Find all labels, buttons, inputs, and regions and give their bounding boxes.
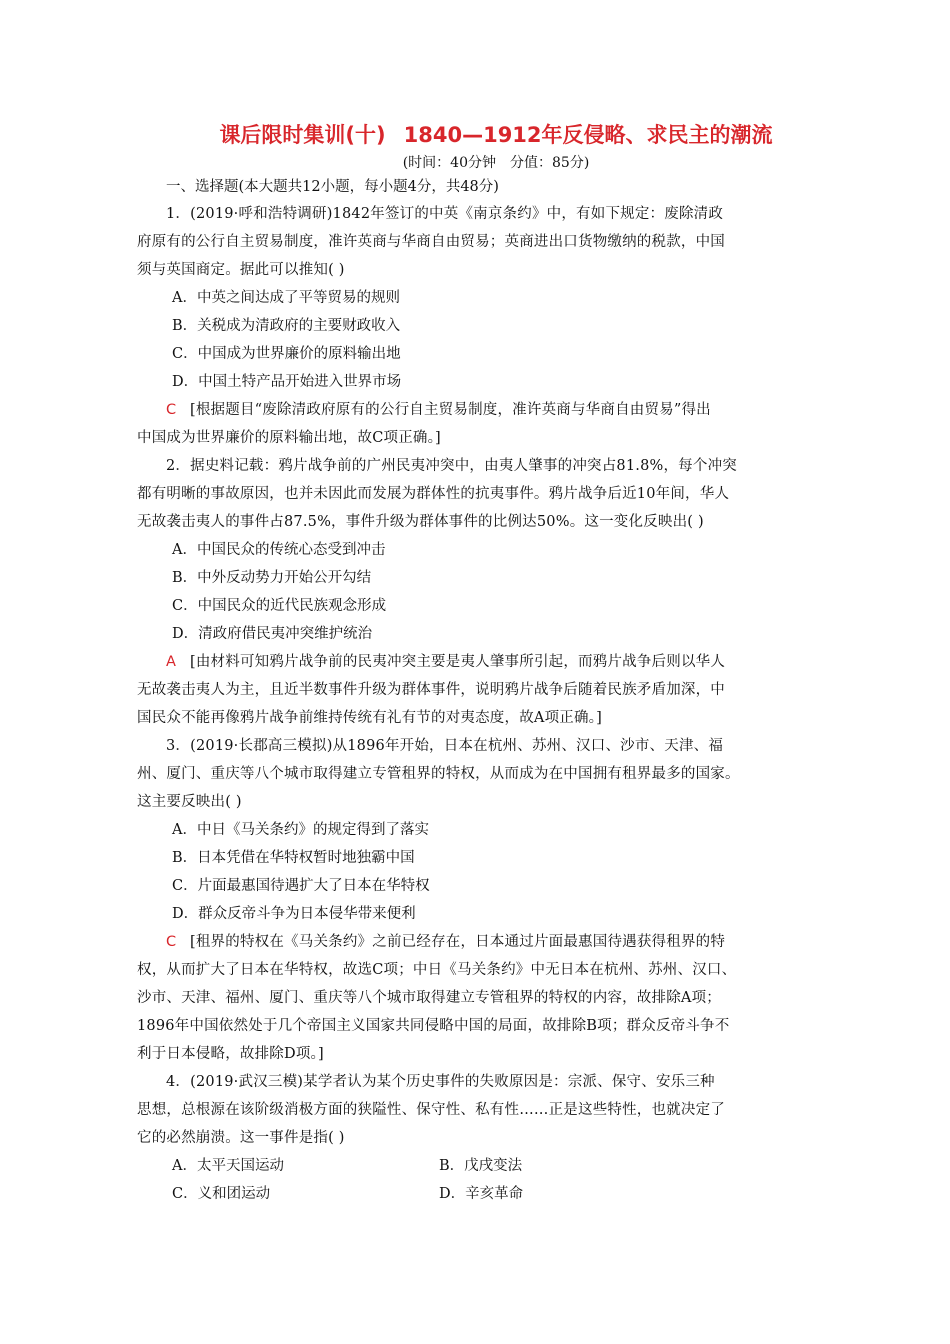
option-b[interactable]: B．戊戌变法 (439, 1158, 523, 1174)
option-c[interactable]: C．义和团运动 (172, 1186, 271, 1202)
question-stem-line: 须与英国商定。据此可以推知( ) (137, 262, 345, 278)
question-stem-line: 2．据史料记载：鸦片战争前的广州民夷冲突中，由夷人肇事的冲突占81.8%，每个冲突 (166, 458, 737, 474)
answer-letter: C (166, 934, 177, 950)
answer-analysis-line (137, 396, 827, 424)
answer-analysis-line: 权，从而扩大了日本在华特权，故选C项；中日《马关条约》中无日本在杭州、苏州、汉口、 (137, 962, 737, 978)
title-collection: 课后限时集训(十) (219, 123, 386, 147)
answer-analysis-line: 利于日本侵略，故排除D项。] (137, 1046, 324, 1062)
option-c[interactable]: C．中国成为世界廉价的原料输出地 (172, 346, 401, 362)
time-limit: (时间：40分钟 (402, 155, 496, 171)
answer-analysis-line: 无故袭击夷人为主，且近半数事件升级为群体事件，说明鸦片战争后随着民族矛盾加深，中 (137, 682, 725, 698)
answer-letter: C (166, 402, 177, 418)
section-heading: 一、选择题(本大题共12小题，每小题4分，共48分) (166, 179, 499, 195)
option-d[interactable]: D．中国土特产品开始进入世界市场 (172, 374, 402, 390)
answer-letter: A (166, 654, 177, 670)
option-d[interactable]: D．辛亥革命 (439, 1186, 524, 1202)
question-stem-line: 州、厦门、重庆等八个城市取得建立专管租界的特权，从而成为在中国拥有租界最多的国家。 (137, 766, 740, 782)
option-a[interactable]: A．中国民众的传统心态受到冲击 (172, 542, 386, 558)
question-3 (137, 732, 827, 1068)
question-stem-line: 无故袭击夷人的事件占87.5%，事件升级为群体事件的比例达50%。这一变化反映出( ) (137, 514, 704, 530)
question-stem-line: 它的必然崩溃。这一事件是指( ) (137, 1130, 345, 1146)
question-stem-line: 3．(2019·长郡高三模拟)从1896年开始，日本在杭州、苏州、汉口、沙市、天津、福 (166, 738, 724, 754)
answer-analysis-line: 沙市、天津、福州、厦门、重庆等八个城市取得建立专管租界的特权的内容，故排除A项； (137, 990, 721, 1006)
option-a[interactable]: A．中日《马关条约》的规定得到了落实 (172, 822, 429, 838)
question-stem-line: 这主要反映出( ) (137, 794, 242, 810)
analysis-text: [根据题目“废除清政府原有的公行自主贸易制度，准许英商与华商自由贸易”得出 (190, 402, 711, 418)
question-1 (137, 200, 827, 452)
question-stem-line: 都有明晰的事故原因，也并未因此而发展为群体性的抗夷事件。鸦片战争后近10年间，华人 (137, 486, 730, 502)
question-stem-line: 思想，总根源在该阶级消极方面的狭隘性、保守性、私有性……正是这些特性，也就决定了 (137, 1102, 725, 1118)
option-a[interactable]: A．中英之间达成了平等贸易的规则 (172, 290, 400, 306)
analysis-text: [由材料可知鸦片战争前的民夷冲突主要是夷人肇事所引起，而鸦片战争后则以华人 (190, 654, 726, 670)
title-topic: 1840—1912年反侵略、求民主的潮流 (403, 123, 773, 147)
question-stem-line: 4．(2019·武汉三模)某学者认为某个历史事件的失败原因是：宗派、保守、安乐三种 (166, 1074, 715, 1090)
answer-analysis-line: 1896年中国依然处于几个帝国主义国家共同侵略中国的局面，故排除B项；群众反帝斗争不 (137, 1018, 730, 1034)
question-stem-line: 1．(2019·呼和浩特调研)1842年签订的中英《南京条约》中，有如下规定：废除清政 (166, 206, 724, 222)
option-d[interactable]: D．群众反帝斗争为日本侵华带来便利 (172, 906, 416, 922)
answer-analysis-line (137, 928, 827, 956)
question-4 (137, 1068, 827, 1208)
option-b[interactable]: B．关税成为清政府的主要财政收入 (172, 318, 401, 334)
option-d[interactable]: D．清政府借民夷冲突维护统治 (172, 626, 373, 642)
answer-analysis-line: 中国成为世界廉价的原料输出地，故C项正确。] (137, 430, 441, 446)
answer-analysis-line (137, 648, 827, 676)
option-b[interactable]: B．日本凭借在华特权暂时地独霸中国 (172, 850, 415, 866)
page-title (165, 118, 827, 152)
option-row (137, 1152, 827, 1180)
question-2 (137, 452, 827, 732)
option-c[interactable]: C．中国民众的近代民族观念形成 (172, 598, 387, 614)
score-total: 分值：85分) (510, 155, 590, 171)
option-b[interactable]: B．中外反动势力开始公开勾结 (172, 570, 372, 586)
option-a[interactable]: A．太平天国运动 (172, 1158, 284, 1174)
option-c[interactable]: C．片面最惠国待遇扩大了日本在华特权 (172, 878, 430, 894)
analysis-text: [租界的特权在《马关条约》之前已经存在，日本通过片面最惠国待遇获得租界的特 (190, 934, 726, 950)
option-row (137, 1180, 827, 1208)
exam-meta (165, 152, 827, 174)
document-page (137, 118, 827, 1208)
question-stem-line: 府原有的公行自主贸易制度，准许英商与华商自由贸易；英商进出口货物缴纳的税款，中国 (137, 234, 725, 250)
answer-analysis-line: 国民众不能再像鸦片战争前维持传统有礼有节的对夷态度，故A项正确。] (137, 710, 602, 726)
